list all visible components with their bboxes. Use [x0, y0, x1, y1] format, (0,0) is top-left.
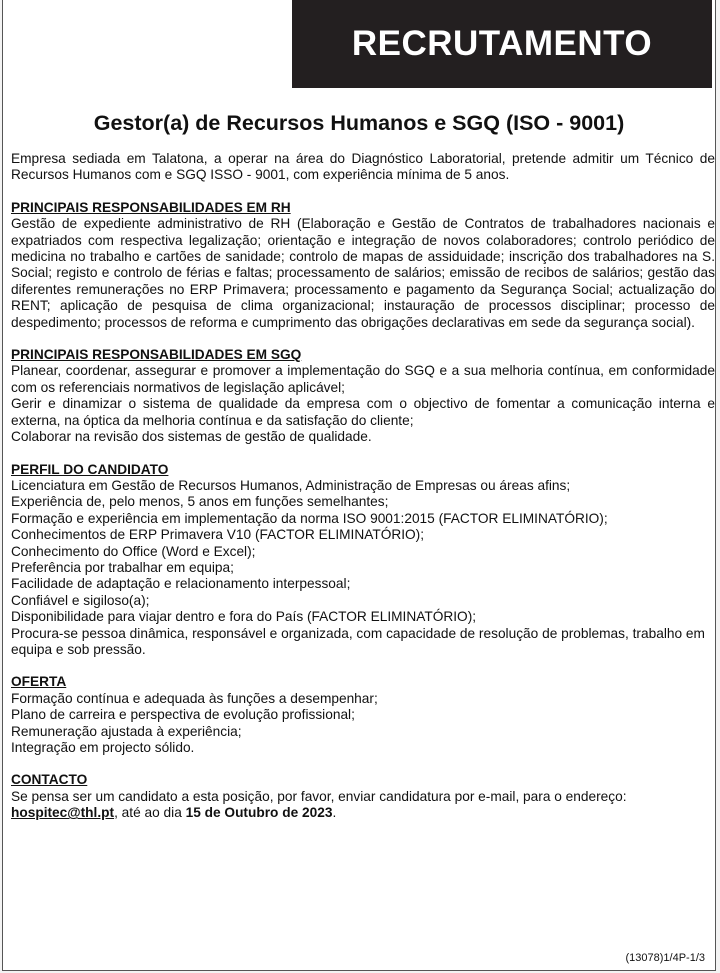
section-heading: CONTACTO: [11, 772, 88, 788]
section-perfil: [11, 462, 715, 659]
section-heading: PRINCIPAIS RESPONSABILIDADES EM SGQ: [11, 347, 302, 363]
deadline-date: 15 de Outubro de 2023: [185, 805, 333, 821]
section-heading: PRINCIPAIS RESPONSABILIDADES EM RH: [11, 199, 291, 215]
list-item: Colaborar na revisão dos sistemas de gestão de qualidade.: [11, 429, 372, 445]
advert-body: [11, 151, 715, 822]
list-item: Formação contínua e adequada às funções a desempenhar;: [11, 690, 378, 706]
list-item: Conhecimento do Office (Word e Excel);: [11, 543, 256, 559]
section-heading: OFERTA: [11, 674, 67, 690]
list-item: Plano de carreira e perspectiva de evolução profissional;: [11, 707, 355, 723]
contact-instruction: Se pensa ser um candidato a esta posição, por favor, enviar candidatura por e-mail, para o endereço:: [11, 788, 627, 804]
section-sgq: [11, 347, 715, 445]
list-item: Remuneração ajustada à experiência;: [11, 723, 242, 739]
job-title: Gestor(a) de Recursos Humanos e SGQ (ISO - 9001): [93, 111, 625, 135]
list-item: Preferência por trabalhar em equipa;: [11, 559, 234, 575]
advert-frame: [2, 0, 716, 971]
recruitment-banner: RECRUTAMENTO: [292, 0, 712, 88]
list-item: Confiável e sigiloso(a);: [11, 592, 150, 608]
section-oferta: [11, 674, 715, 756]
list-item: Integração em projecto sólido.: [11, 740, 195, 755]
reference-code: (13078)1/4P-1/3: [625, 952, 705, 964]
rh-paragraph: Gestão de expediente administrativo de RH (Elaboração e Gestão de Contratos de trabalhadores nacionais e expatriados com respectiva legalização; orientação e integração de novos colaboradores; controlo periódico de medicina no trabalho e cartões de sanidade; controlo de mapas de assiduidade; inscrição dos trabalhadores na S. Social; registo e controlo de férias e faltas; processamento de salários; emissão de recibos de salários; gestão das diferentes remunerações no ERP Primavera; processamento e pagamento da Segurança Social; actualização do RENT; aplicação de pesquisa de clima organizacional; instauração de processos disciplinar; processo de despedimento; processos de reforma e cumprimento das obrigações declarativas em sede da segurança social).: [11, 216, 715, 330]
section-rh: [11, 200, 715, 331]
list-item: Disponibilidade para viajar dentro e fora do País (FACTOR ELIMINATÓRIO);: [11, 609, 477, 625]
list-item: Licenciatura em Gestão de Recursos Humanos, Administração de Empresas ou áreas afins;: [11, 477, 571, 493]
intro-paragraph: Empresa sediada em Talatona, a operar na área do Diagnóstico Laboratorial, pretende admitir um Técnico de Recursos Humanos com e SGQ ISSO - 9001, com experiência mínima de 5 anos.: [11, 151, 715, 183]
contact-paragraph: [11, 789, 715, 822]
list-item: Gerir e dinamizar o sistema de qualidade da empresa com o objectivo de fomentar a comunicação interna e externa, na óptica da melhoria contínua e da satisfação do cliente;: [11, 396, 715, 428]
list-item: Conhecimentos de ERP Primavera V10 (FACTOR ELIMINATÓRIO);: [11, 527, 425, 543]
contact-end: .: [332, 805, 337, 821]
list-item: Experiência de, pelo menos, 5 anos em funções semelhantes;: [11, 494, 389, 510]
email-link[interactable]: hospitec@thl.pt: [11, 805, 115, 821]
list-item: Facilidade de adaptação e relacionamento interpessoal;: [11, 576, 351, 592]
section-contacto: [11, 772, 715, 821]
list-item: Procura-se pessoa dinâmica, responsável e organizada, com capacidade de resolução de problemas, trabalho em equipa e sob pressão.: [11, 625, 705, 657]
list-item: Planear, coordenar, assegurar e promover a implementação do SGQ e a sua melhoria contínua, em conformidade com os referenciais normativos de legislação aplicável;: [11, 363, 715, 395]
contact-text: , até ao dia: [114, 805, 186, 821]
section-heading: PERFIL DO CANDIDATO: [11, 461, 169, 477]
list-item: Formação e experiência em implementação da norma ISO 9001:2015 (FACTOR ELIMINATÓRIO);: [11, 510, 608, 526]
